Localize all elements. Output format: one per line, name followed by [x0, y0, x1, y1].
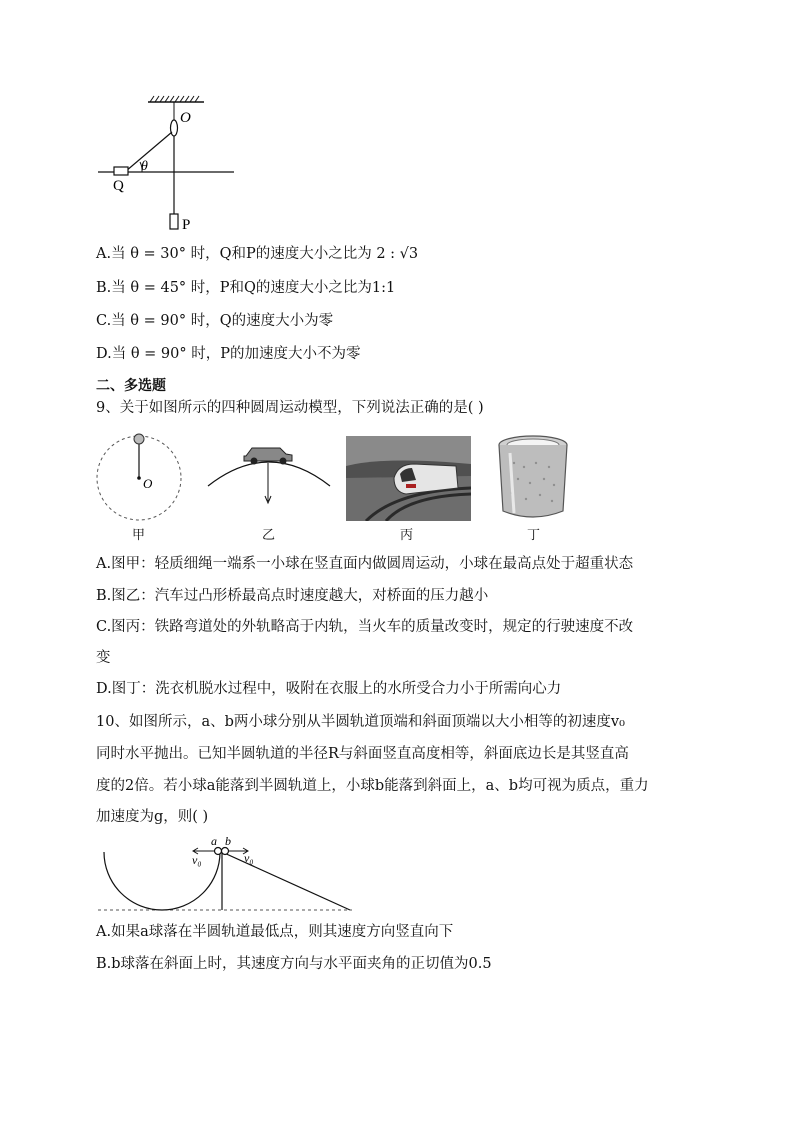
label-b: b: [225, 834, 231, 848]
block-p-icon: [170, 214, 178, 229]
caption-jia: 甲: [132, 528, 146, 543]
q9-option-c: C.图丙：铁路弯道处的外轨略高于内轨，当火车的质量改变时，规定的行驶速度不改: [96, 619, 634, 635]
q8-option-b: B.当 θ = 45° 时，P和Q的速度大小之比为1:1: [96, 280, 396, 296]
caption-bing: 丙: [400, 528, 414, 543]
q10-stem-line2: 同时水平抛出。已知半圆轨道的半径R与斜面竖直高度相等，斜面底边长是其竖直高: [96, 746, 629, 762]
label-v0-right: v₀: [244, 851, 254, 865]
q9-option-a: A.图甲：轻质细绳一端系一小球在竖直面内做圆周运动，小球在最高点处于超重状态: [96, 556, 634, 572]
q9-fig-jia: [94, 430, 186, 522]
block-q-icon: [114, 167, 128, 175]
q9-fig-yi: [206, 436, 332, 506]
label-a: a: [211, 834, 217, 848]
q10-stem-line3: 度的2倍。若小球a能落到半圆轨道上，小球b能落到斜面上，a、b均可视为质点，重力: [96, 778, 649, 794]
label-v0-left: v₀: [192, 853, 202, 867]
q10-option-b: B.b球落在斜面上时，其速度方向与水平面夹角的正切值为0.5: [96, 956, 492, 972]
pulley-icon: [171, 120, 178, 136]
q9-fig-ding-drum-photo: [494, 433, 572, 521]
caption-yi: 乙: [262, 528, 276, 543]
ball-a-icon: [215, 848, 222, 855]
ball-b-icon: [222, 848, 229, 855]
label-theta: θ: [141, 159, 148, 174]
q9-option-d: D.图丁：洗衣机脱水过程中，吸附在衣服上的水所受合力小于所需向心力: [96, 681, 562, 697]
section-title: 二、多选题: [96, 378, 166, 394]
label-q: Q: [113, 178, 124, 194]
q9-stem: 9、关于如图所示的四种圆周运动模型，下列说法正确的是( ): [96, 400, 484, 416]
q10-stem-line1: 10、如图所示，a、b两小球分别从半圆轨道顶端和斜面顶端以大小相等的初速度v₀: [96, 714, 625, 730]
label-p: P: [182, 217, 191, 232]
ball-icon: [134, 434, 144, 444]
q9-fig-bing-train-photo: [346, 436, 471, 521]
q9-option-b: B.图乙：汽车过凸形桥最高点时速度越大，对桥面的压力越小: [96, 588, 489, 604]
q8-figure: [92, 92, 242, 232]
q8-option-d: D.当 θ = 90° 时，P的加速度大小不为零: [96, 346, 361, 362]
q10-stem-line4: 加速度为g，则( ): [96, 809, 209, 825]
label-o: O: [180, 110, 191, 126]
q9-option-c-cont: 变: [96, 650, 111, 666]
q10-option-a: A.如果a球落在半圆轨道最低点，则其速度方向竖直向下: [96, 924, 454, 940]
label-o-jia: O: [143, 476, 153, 491]
q10-figure: [94, 834, 356, 916]
q8-option-a: A.当 θ = 30° 时，Q和P的速度大小之比为 2 : √3: [96, 246, 419, 262]
q8-option-c: C.当 θ = 90° 时，Q的速度大小为零: [96, 313, 334, 329]
caption-ding: 丁: [527, 528, 541, 543]
